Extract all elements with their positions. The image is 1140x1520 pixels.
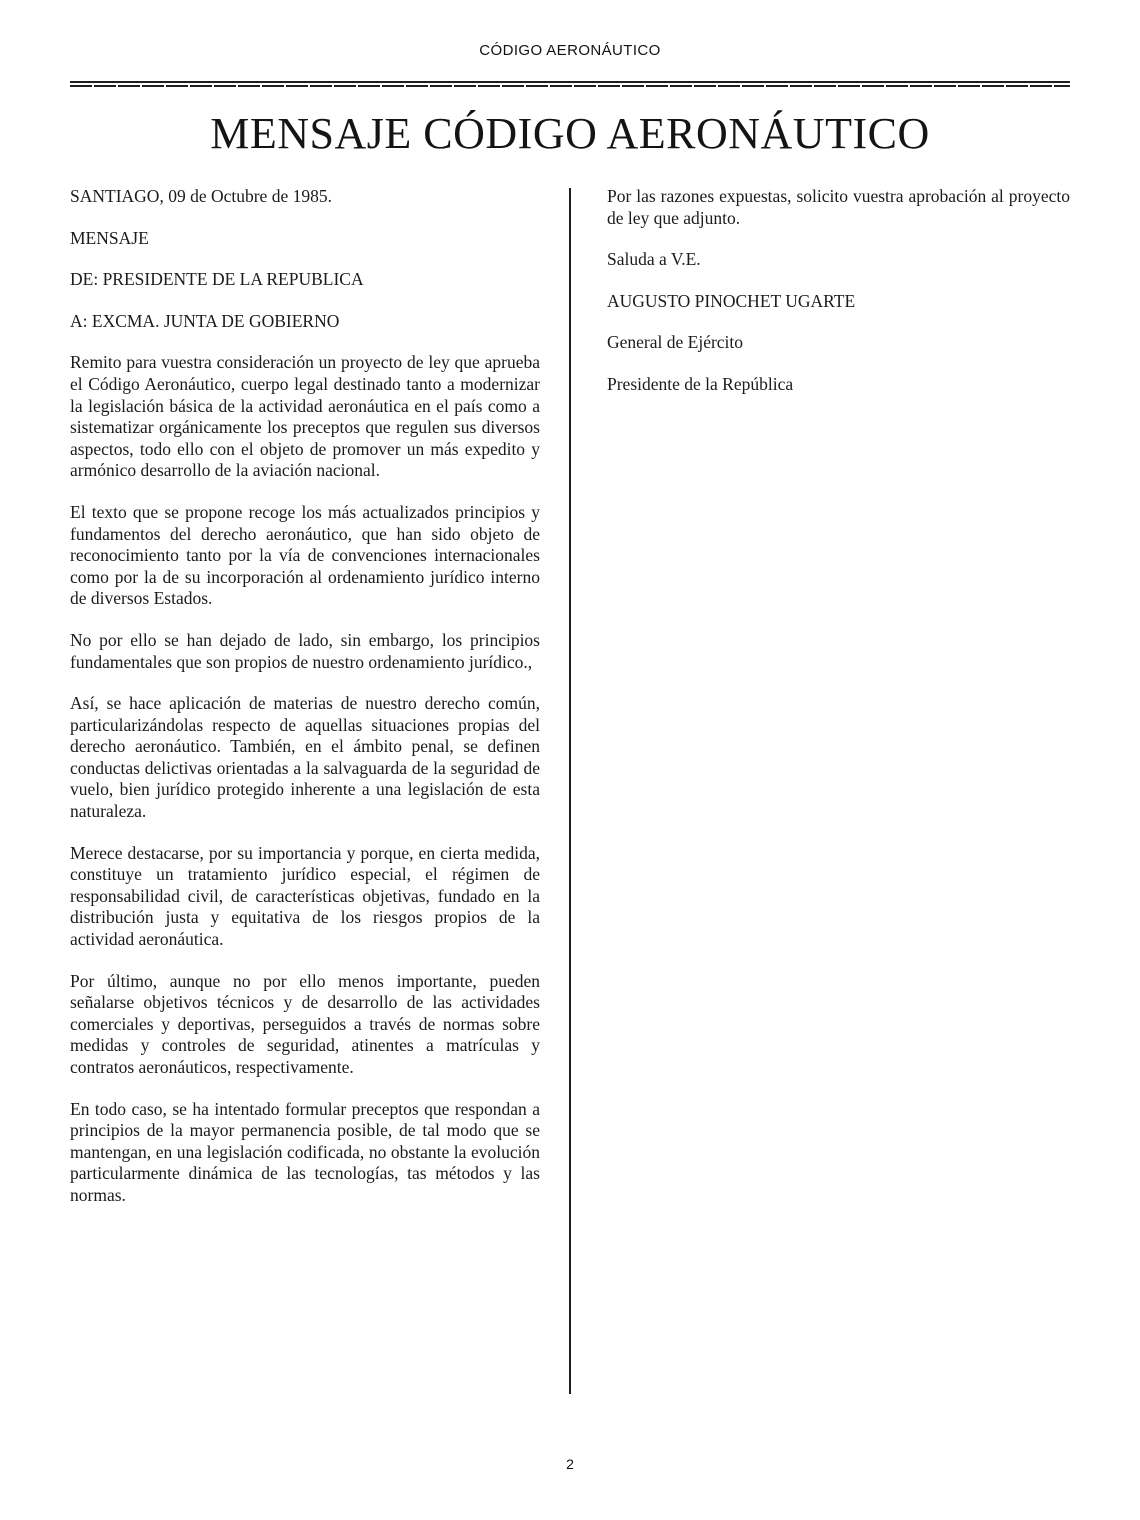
paragraph: SANTIAGO, 09 de Octubre de 1985.: [70, 186, 332, 206]
page-title: MENSAJE CÓDIGO AERONÁUTICO: [210, 109, 930, 158]
header-rule-underscore: [70, 85, 1070, 87]
paragraph: DE: PRESIDENTE DE LA REPUBLICA: [70, 269, 364, 290]
paragraph: En todo caso, se ha intentado formular preceptos que respondan a principios de la mayor permanencia posible, de tal modo que se mantengan, en una legislación codificada, no obstante la evolución particularmente dinámica de las tecnologías, tas métodos y las normas.: [70, 1098, 540, 1205]
paragraph: Remito para vuestra consideración un proyecto de ley que aprueba el Código Aeronáutico, cuerpo legal destinado tanto a modernizar la legislación básica de la actividad aeronáutica en el país como a sistematizar orgánicamente los preceptos que regulen sus diversos aspectos, todo ello con el objeto de promover un más expedito y armónico desarrollo de la aviación nacional.: [70, 352, 540, 481]
left-column: [70, 186, 540, 1227]
right-column: [607, 186, 1070, 416]
paragraph: Por las razones expuestas, solicito vuestra aprobación al proyecto de ley que adjunto.: [607, 186, 1070, 228]
running-header: CÓDIGO AERONÁUTICO: [479, 42, 661, 59]
paragraph: Así, se hace aplicación de materias de nuestro derecho común, particularizándolas respecto de aquellas situaciones propias del derecho aeronáutico. También, en el ámbito penal, se definen conductas delictivas orientadas a la salvaguarda de la seguridad de vuelo, bien jurídico protegido inherente a una legislación de esta naturaleza.: [70, 693, 540, 822]
content-columns: [70, 186, 1070, 1396]
paragraph: Por último, aunque no por ello menos importante, pueden señalarse objetivos técnicos y de desarrollo de las actividades comerciales y deportivas, perseguidos a través de normas sobre medidas y controles de seguridad, atinentes a matrículas y contratos aeronáuticos, respectivamente.: [70, 970, 540, 1077]
paragraph: General de Ejército: [607, 332, 744, 353]
paragraph: No por ello se han dejado de lado, sin embargo, los principios fundamentales que son propios de nuestro ordenamiento jurídico.,: [70, 629, 540, 672]
paragraph: Merece destacarse, por su importancia y porque, en cierta medida, constituye un tratamiento jurídico especial, el régimen de responsabilidad civil, de características objetivas, fundado en la distribución justa y equitativa de los riesgos propios de la actividad aeronáutica.: [70, 842, 540, 950]
paragraph: El texto que se propone recoge los más actualizados principios y fundamentos del derecho aeronáutico, que han sido objeto de reconocimiento tanto por la vía de convenciones internacionales como por la de su incorporación al ordenamiento jurídico interno de diversos Estados.: [70, 501, 540, 609]
column-divider: [569, 188, 571, 1394]
paragraph: AUGUSTO PINOCHET UGARTE: [607, 290, 856, 311]
paragraph: MENSAJE: [70, 227, 149, 248]
paragraph: Saluda a V.E.: [607, 249, 701, 270]
header-rule: [70, 81, 1070, 83]
paragraph: Presidente de la República: [607, 373, 794, 394]
paragraph: A: EXCMA. JUNTA DE GOBIERNO: [70, 310, 340, 331]
page-number: 2: [566, 1456, 574, 1472]
